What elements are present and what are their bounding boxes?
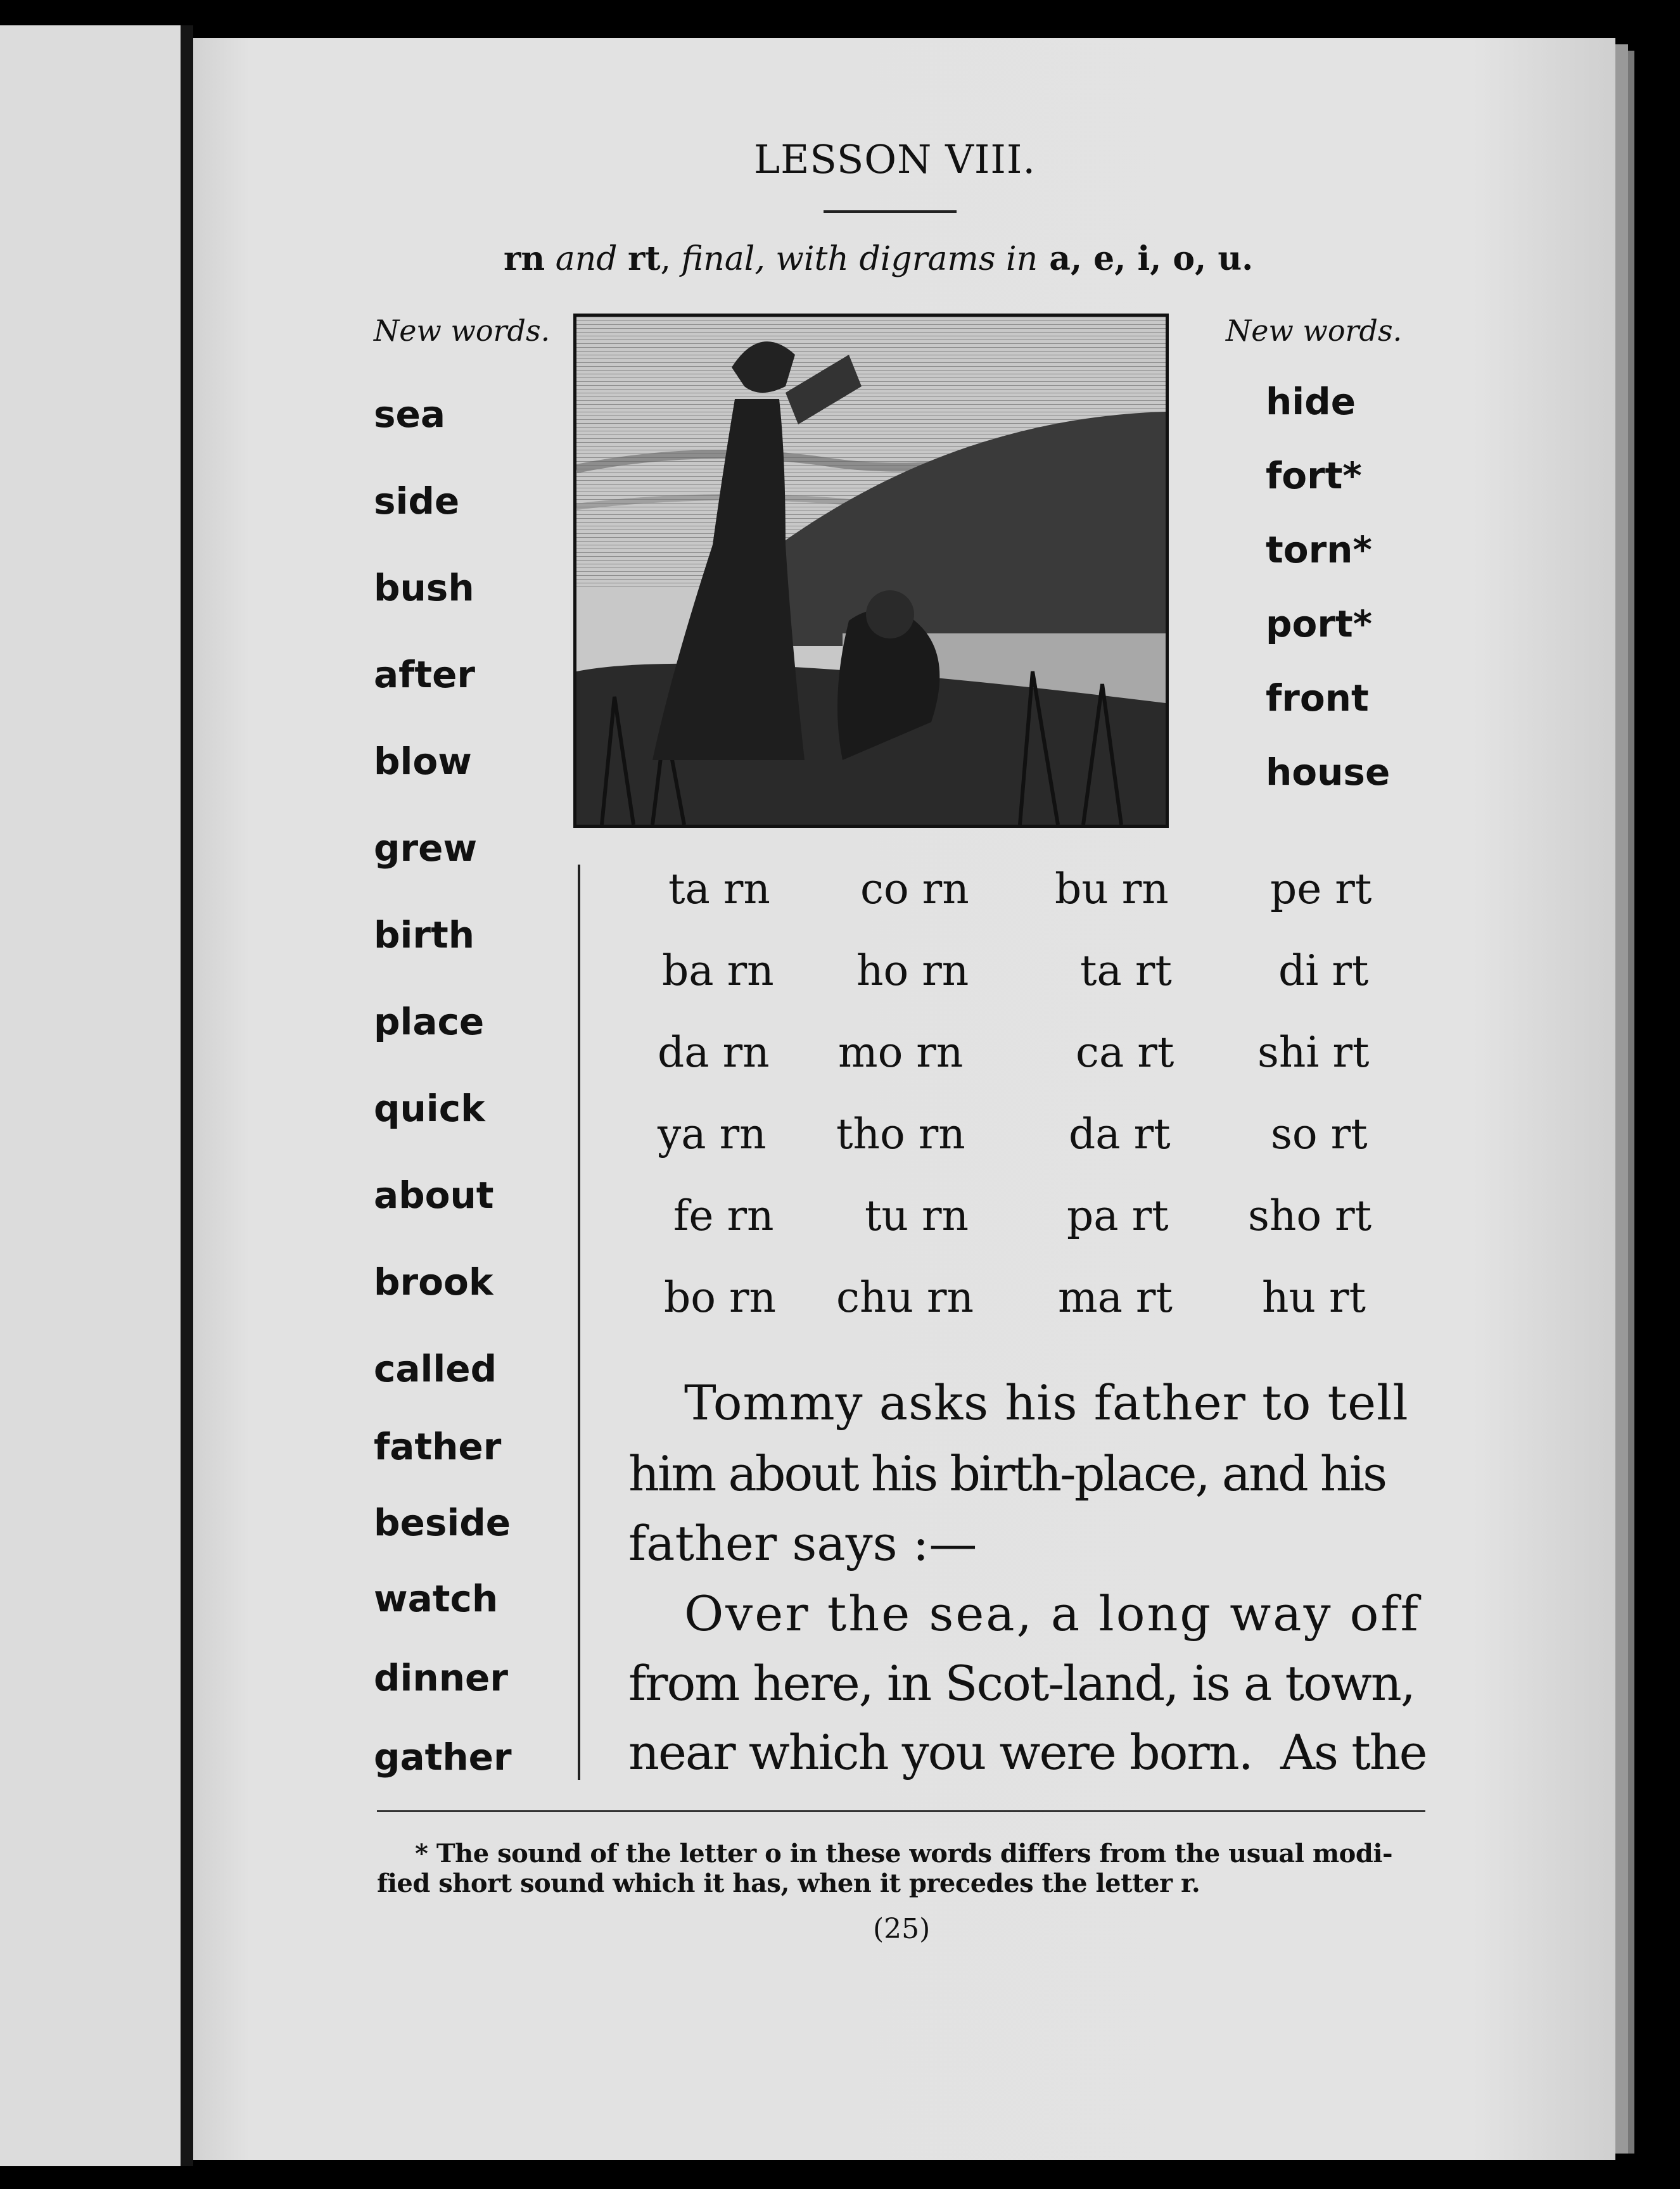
grid-word: di rt xyxy=(1278,946,1369,995)
subtitle-vowels: a, e, i, o, u. xyxy=(1038,239,1254,278)
subtitle-comma: , xyxy=(660,240,682,278)
left-word: called xyxy=(374,1347,497,1390)
grid-word: sho rt xyxy=(1248,1191,1372,1240)
grid-word: ya rn xyxy=(658,1110,767,1158)
right-word: house xyxy=(1266,751,1390,794)
grid-word: ta rn xyxy=(668,865,770,913)
grid-word: pa rt xyxy=(1067,1191,1169,1240)
paragraph-line: Over the sea, a long way off xyxy=(684,1585,1420,1642)
right-word: port* xyxy=(1266,602,1373,645)
grid-word: shi rt xyxy=(1257,1028,1370,1077)
paragraph-line: him about his birth-place, and his xyxy=(628,1445,1386,1502)
book-gutter xyxy=(181,25,193,2166)
left-word: gather xyxy=(374,1735,512,1779)
grid-word: ta rt xyxy=(1080,946,1172,995)
grid-word: ma rt xyxy=(1058,1273,1173,1322)
right-word: fort* xyxy=(1266,454,1362,497)
grid-word: da rn xyxy=(658,1028,770,1077)
paragraph-line: from here, in Scot-land, is a town, xyxy=(628,1655,1415,1711)
page-number: (25) xyxy=(873,1913,931,1945)
left-word: dinner xyxy=(374,1656,508,1699)
left-word: father xyxy=(374,1425,502,1468)
left-word: place xyxy=(374,1000,485,1043)
grid-word: hu rt xyxy=(1262,1273,1366,1322)
left-word: about xyxy=(374,1174,494,1217)
subtitle-rn: rn xyxy=(504,239,545,278)
grid-word: ho rn xyxy=(856,946,969,995)
illustration xyxy=(573,314,1169,828)
grid-word: co rn xyxy=(860,865,969,913)
left-word: quick xyxy=(374,1087,485,1130)
grid-word: fe rn xyxy=(673,1191,774,1240)
left-word: birth xyxy=(374,913,475,956)
subtitle-rt: rt xyxy=(628,239,661,278)
footnote-line: fied short sound which it has, when it precedes the letter r. xyxy=(377,1869,1200,1898)
left-word: watch xyxy=(374,1577,499,1620)
title-rule xyxy=(824,210,957,213)
paragraph-line: near which you were born. As the xyxy=(628,1724,1427,1780)
paragraph-line: father says :— xyxy=(628,1515,977,1571)
new-words-label-right: New words. xyxy=(1226,314,1403,348)
grid-word: bo rn xyxy=(664,1273,777,1322)
right-word: front xyxy=(1266,676,1369,720)
grid-word: ba rn xyxy=(662,946,774,995)
illustration-engraving xyxy=(576,317,1166,825)
left-word: bush xyxy=(374,566,474,609)
subtitle-and: and xyxy=(545,240,628,278)
left-word: after xyxy=(374,653,476,696)
page-edge xyxy=(1615,44,1628,2154)
footnote-line: * The sound of the letter o in these words differs from the usual modi- xyxy=(415,1839,1393,1869)
left-page xyxy=(0,25,181,2166)
grid-word: mo rn xyxy=(838,1028,964,1077)
lesson-subtitle xyxy=(504,239,1253,278)
left-word: brook xyxy=(374,1260,493,1304)
grid-word: ca rt xyxy=(1076,1028,1174,1077)
footnote-rule xyxy=(377,1810,1425,1812)
grid-word: tho rn xyxy=(836,1110,965,1158)
right-word: hide xyxy=(1266,380,1356,423)
paragraph-line: Tommy asks his father to tell xyxy=(684,1374,1409,1431)
left-word: beside xyxy=(374,1501,511,1544)
left-word: grew xyxy=(374,827,478,870)
lesson-title: LESSON VIII. xyxy=(754,136,1036,182)
grid-word: bu rn xyxy=(1055,865,1169,913)
page-edge-shadow xyxy=(1628,51,1634,2154)
column-divider xyxy=(578,865,580,1780)
grid-word: tu rn xyxy=(865,1191,969,1240)
left-word: sea xyxy=(374,393,445,436)
left-word: blow xyxy=(374,740,472,783)
subtitle-final: final, with digrams in xyxy=(681,240,1038,278)
grid-word: da rt xyxy=(1069,1110,1171,1158)
new-words-label-left: New words. xyxy=(374,314,550,348)
grid-word: so rt xyxy=(1271,1110,1368,1158)
grid-word: pe rt xyxy=(1270,865,1372,913)
left-word: side xyxy=(374,479,460,523)
right-word: torn* xyxy=(1266,528,1372,571)
grid-word: chu rn xyxy=(836,1273,974,1322)
